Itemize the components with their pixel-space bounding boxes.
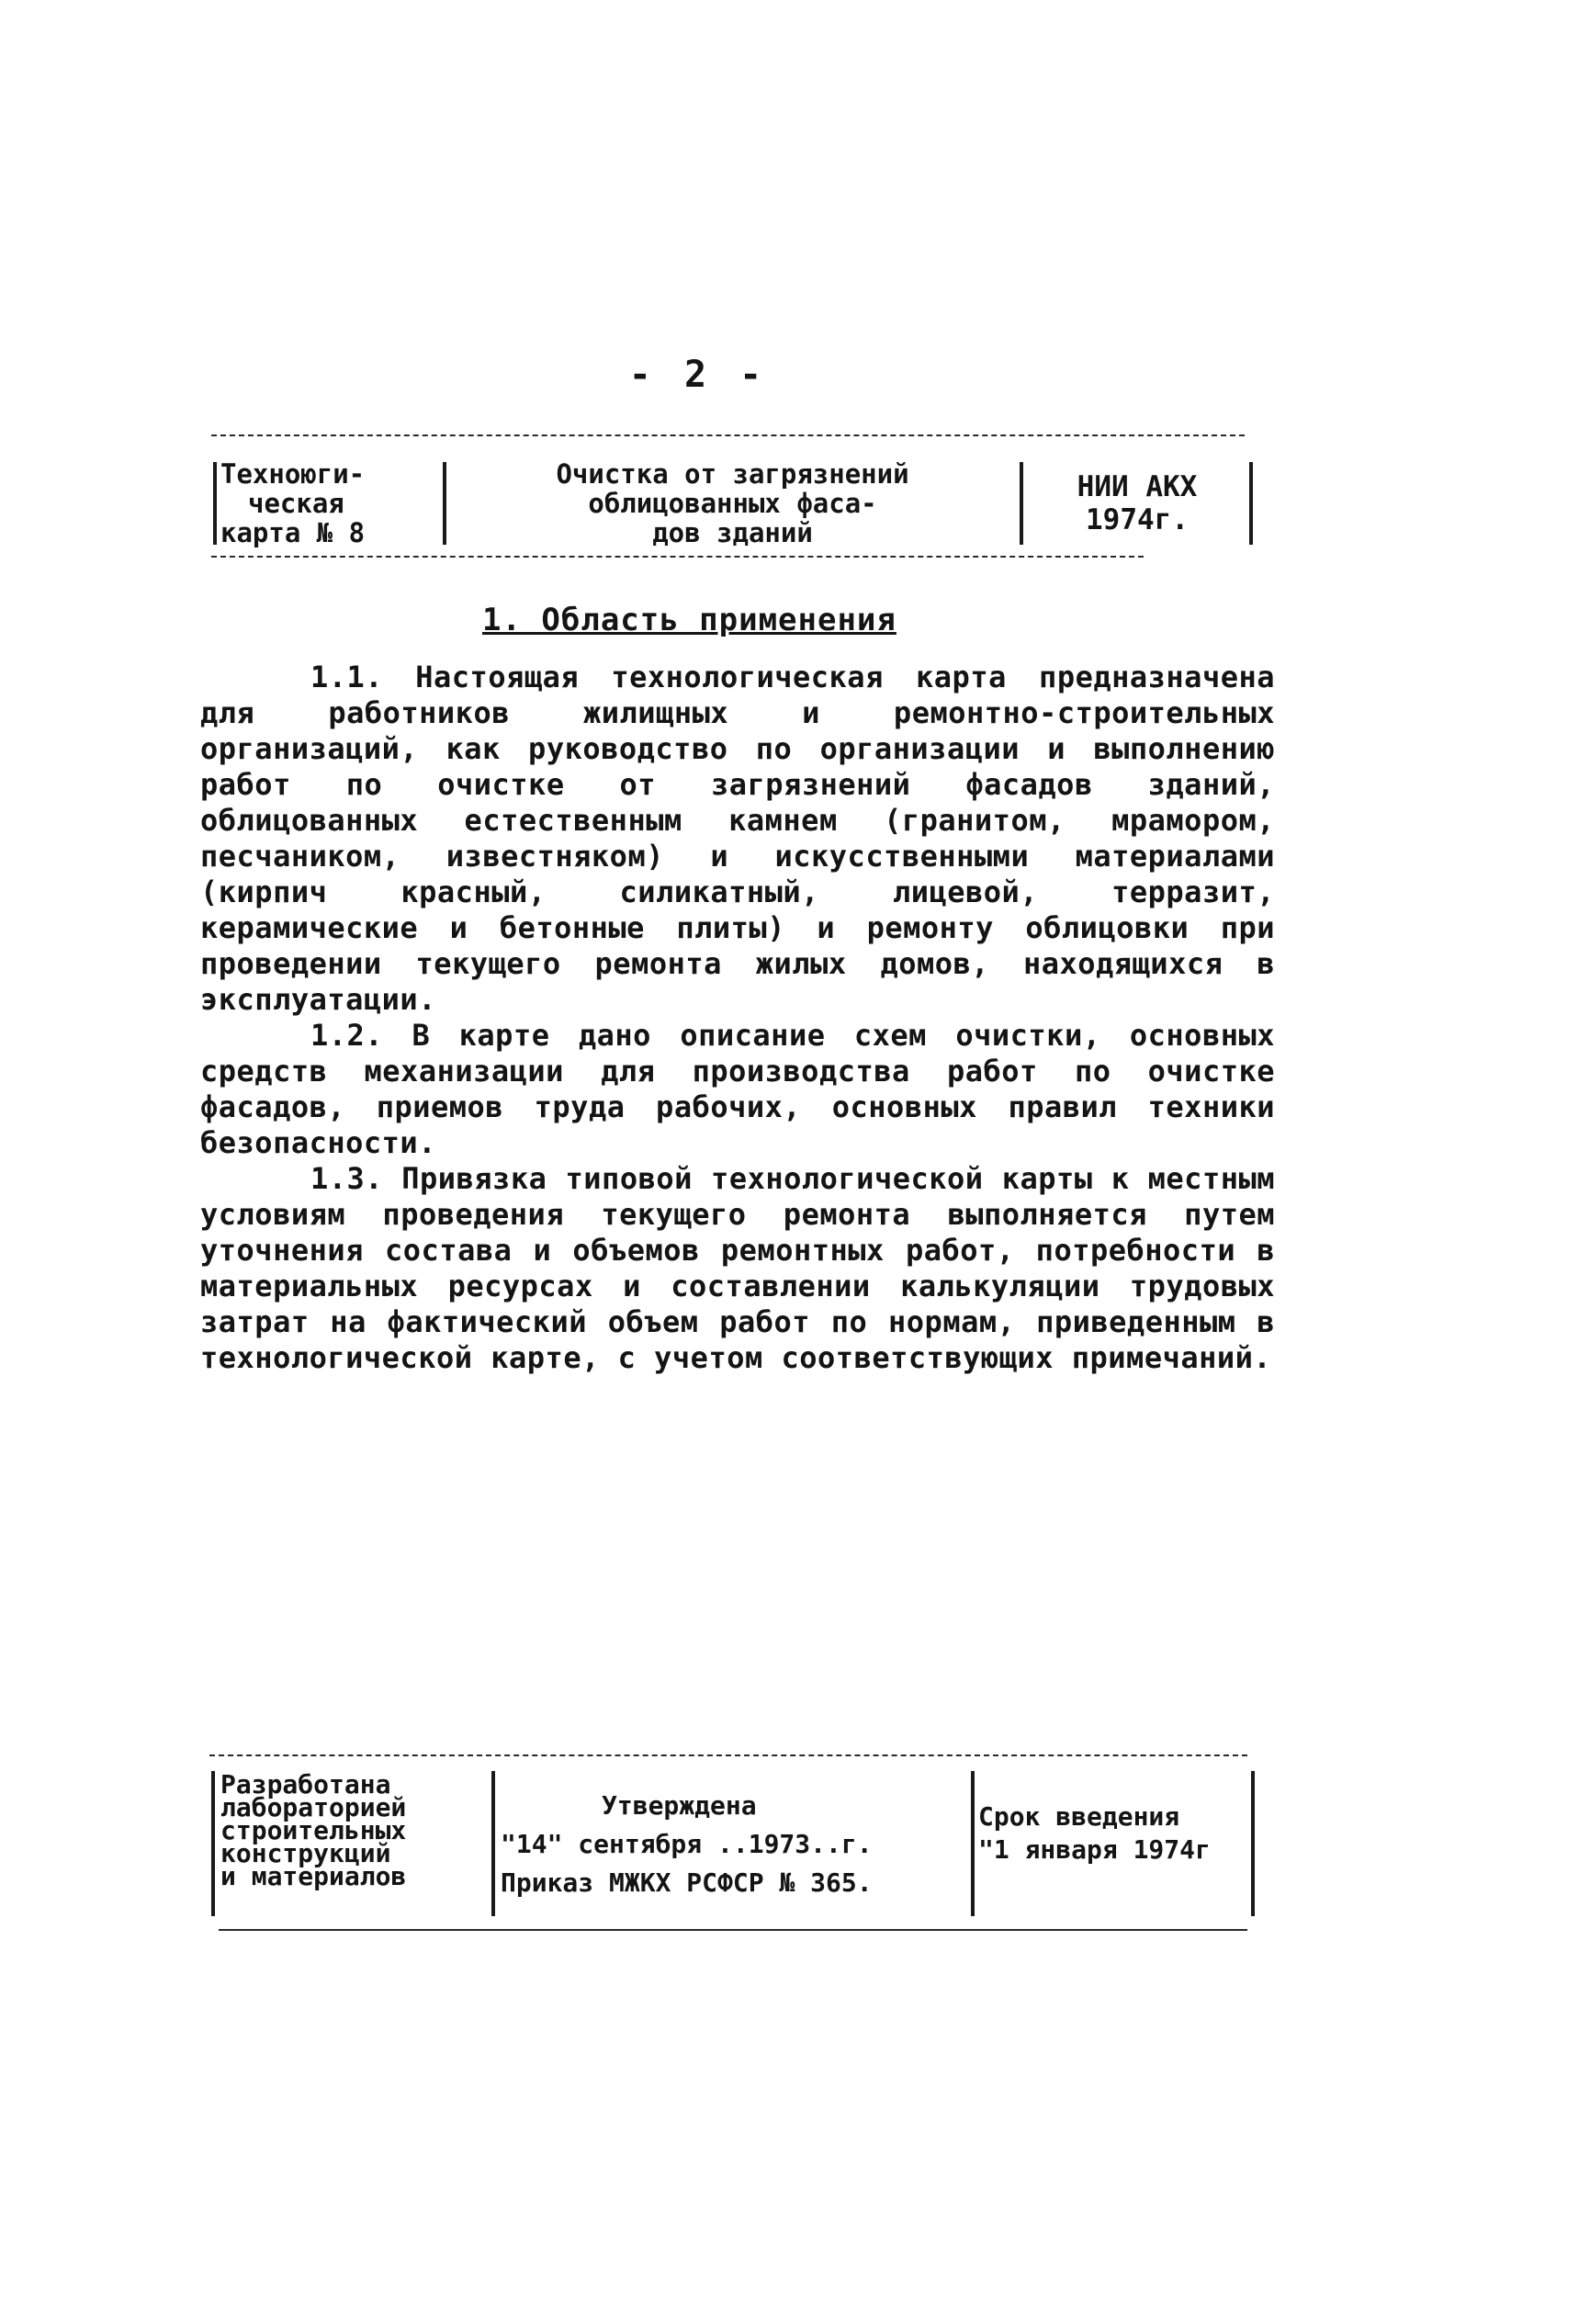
header-bar-left bbox=[213, 462, 217, 545]
deadline bbox=[978, 1800, 1249, 1867]
section-title: 1. Область применения bbox=[482, 602, 896, 638]
header-org bbox=[1027, 470, 1247, 536]
card-label bbox=[220, 459, 441, 547]
developed-line-3: строительных bbox=[220, 1815, 407, 1845]
footer-top-rule bbox=[209, 1754, 1247, 1756]
deadline-line-1: Срок введения bbox=[978, 1801, 1180, 1832]
footer-bottom-rule bbox=[219, 1929, 1247, 1931]
approved-line-2: "14" сентября ..1973..г. bbox=[501, 1829, 873, 1859]
header-bottom-rule bbox=[211, 556, 1144, 558]
paragraph-1-2: 1.2. В карте дано описание схем очистки, основных средств механизации для производства работ по очистке фасадов, приемов труда рабочих, основных правил техники безопасности. bbox=[200, 1018, 1275, 1160]
developed-line-4: конструкций bbox=[220, 1838, 391, 1868]
approved-line-3: Приказ МЖКХ РСФСР № 365. bbox=[501, 1867, 873, 1898]
approved-by bbox=[501, 1787, 969, 1902]
section-body bbox=[200, 660, 1275, 1376]
footer-bar-right bbox=[1251, 1771, 1255, 1916]
card-label-line-3: карта № 8 bbox=[220, 517, 366, 548]
footer-bar-mid2 bbox=[971, 1771, 975, 1916]
header-title bbox=[450, 459, 1015, 547]
header-org-line-1: НИИ АКХ bbox=[1077, 470, 1198, 503]
page-number: - 2 - bbox=[628, 354, 768, 396]
header-bar-right bbox=[1249, 462, 1253, 545]
header-bar-mid2 bbox=[1020, 462, 1023, 545]
footer-bar-mid1 bbox=[491, 1771, 495, 1916]
header-title-line-3: дов зданий bbox=[652, 517, 813, 548]
developed-line-5: и материалов bbox=[220, 1861, 407, 1891]
card-label-line-2: ческая bbox=[248, 488, 344, 519]
footer-bar-left bbox=[211, 1771, 215, 1916]
paragraph-1-1: 1.1. Настоящая технологическая карта предназначена для работников жилищных и ремонтно-строительных организаций, как руководство по организации и выполнению работ по очистке от загрязнений фасадов зданий, облицованных естественным камнем (гранитом, мрамором, песчаником, известняком) и искусственными материалами (кирпич красный, силикатный, лицевой, терразит, керамические и бетонные плиты) и ремонту облицовки при проведении текущего ремонта жилых домов, находящихся в эксплуатации. bbox=[200, 660, 1275, 1017]
deadline-line-2: "1 января 1974г bbox=[978, 1834, 1211, 1865]
card-label-line-1: Техноюги- bbox=[220, 458, 366, 490]
header-top-rule bbox=[211, 434, 1245, 436]
header-title-line-1: Очистка от загрязнений bbox=[556, 458, 909, 490]
developed-line-1: Разработана bbox=[220, 1769, 391, 1799]
developed-by bbox=[220, 1769, 487, 1891]
approved-line-1: Утверждена bbox=[602, 1790, 757, 1821]
paragraph-1-3: 1.3. Привязка типовой технологической карты к местным условиям проведения текущего ремонта выполняется путем уточнения состава и объемов ремонтных работ, потребности в материальных ресурсах и составлении калькуляции трудовых затрат на фактический объем работ по нормам, приведенным в технологической карте, с учетом соответствующих примечаний. bbox=[200, 1161, 1275, 1375]
header-bar-mid1 bbox=[443, 462, 446, 545]
header-title-line-2: облицованных фаса- bbox=[588, 488, 877, 519]
header-org-line-2: 1974г. bbox=[1086, 503, 1189, 536]
developed-line-2: лабораторией bbox=[220, 1792, 407, 1822]
